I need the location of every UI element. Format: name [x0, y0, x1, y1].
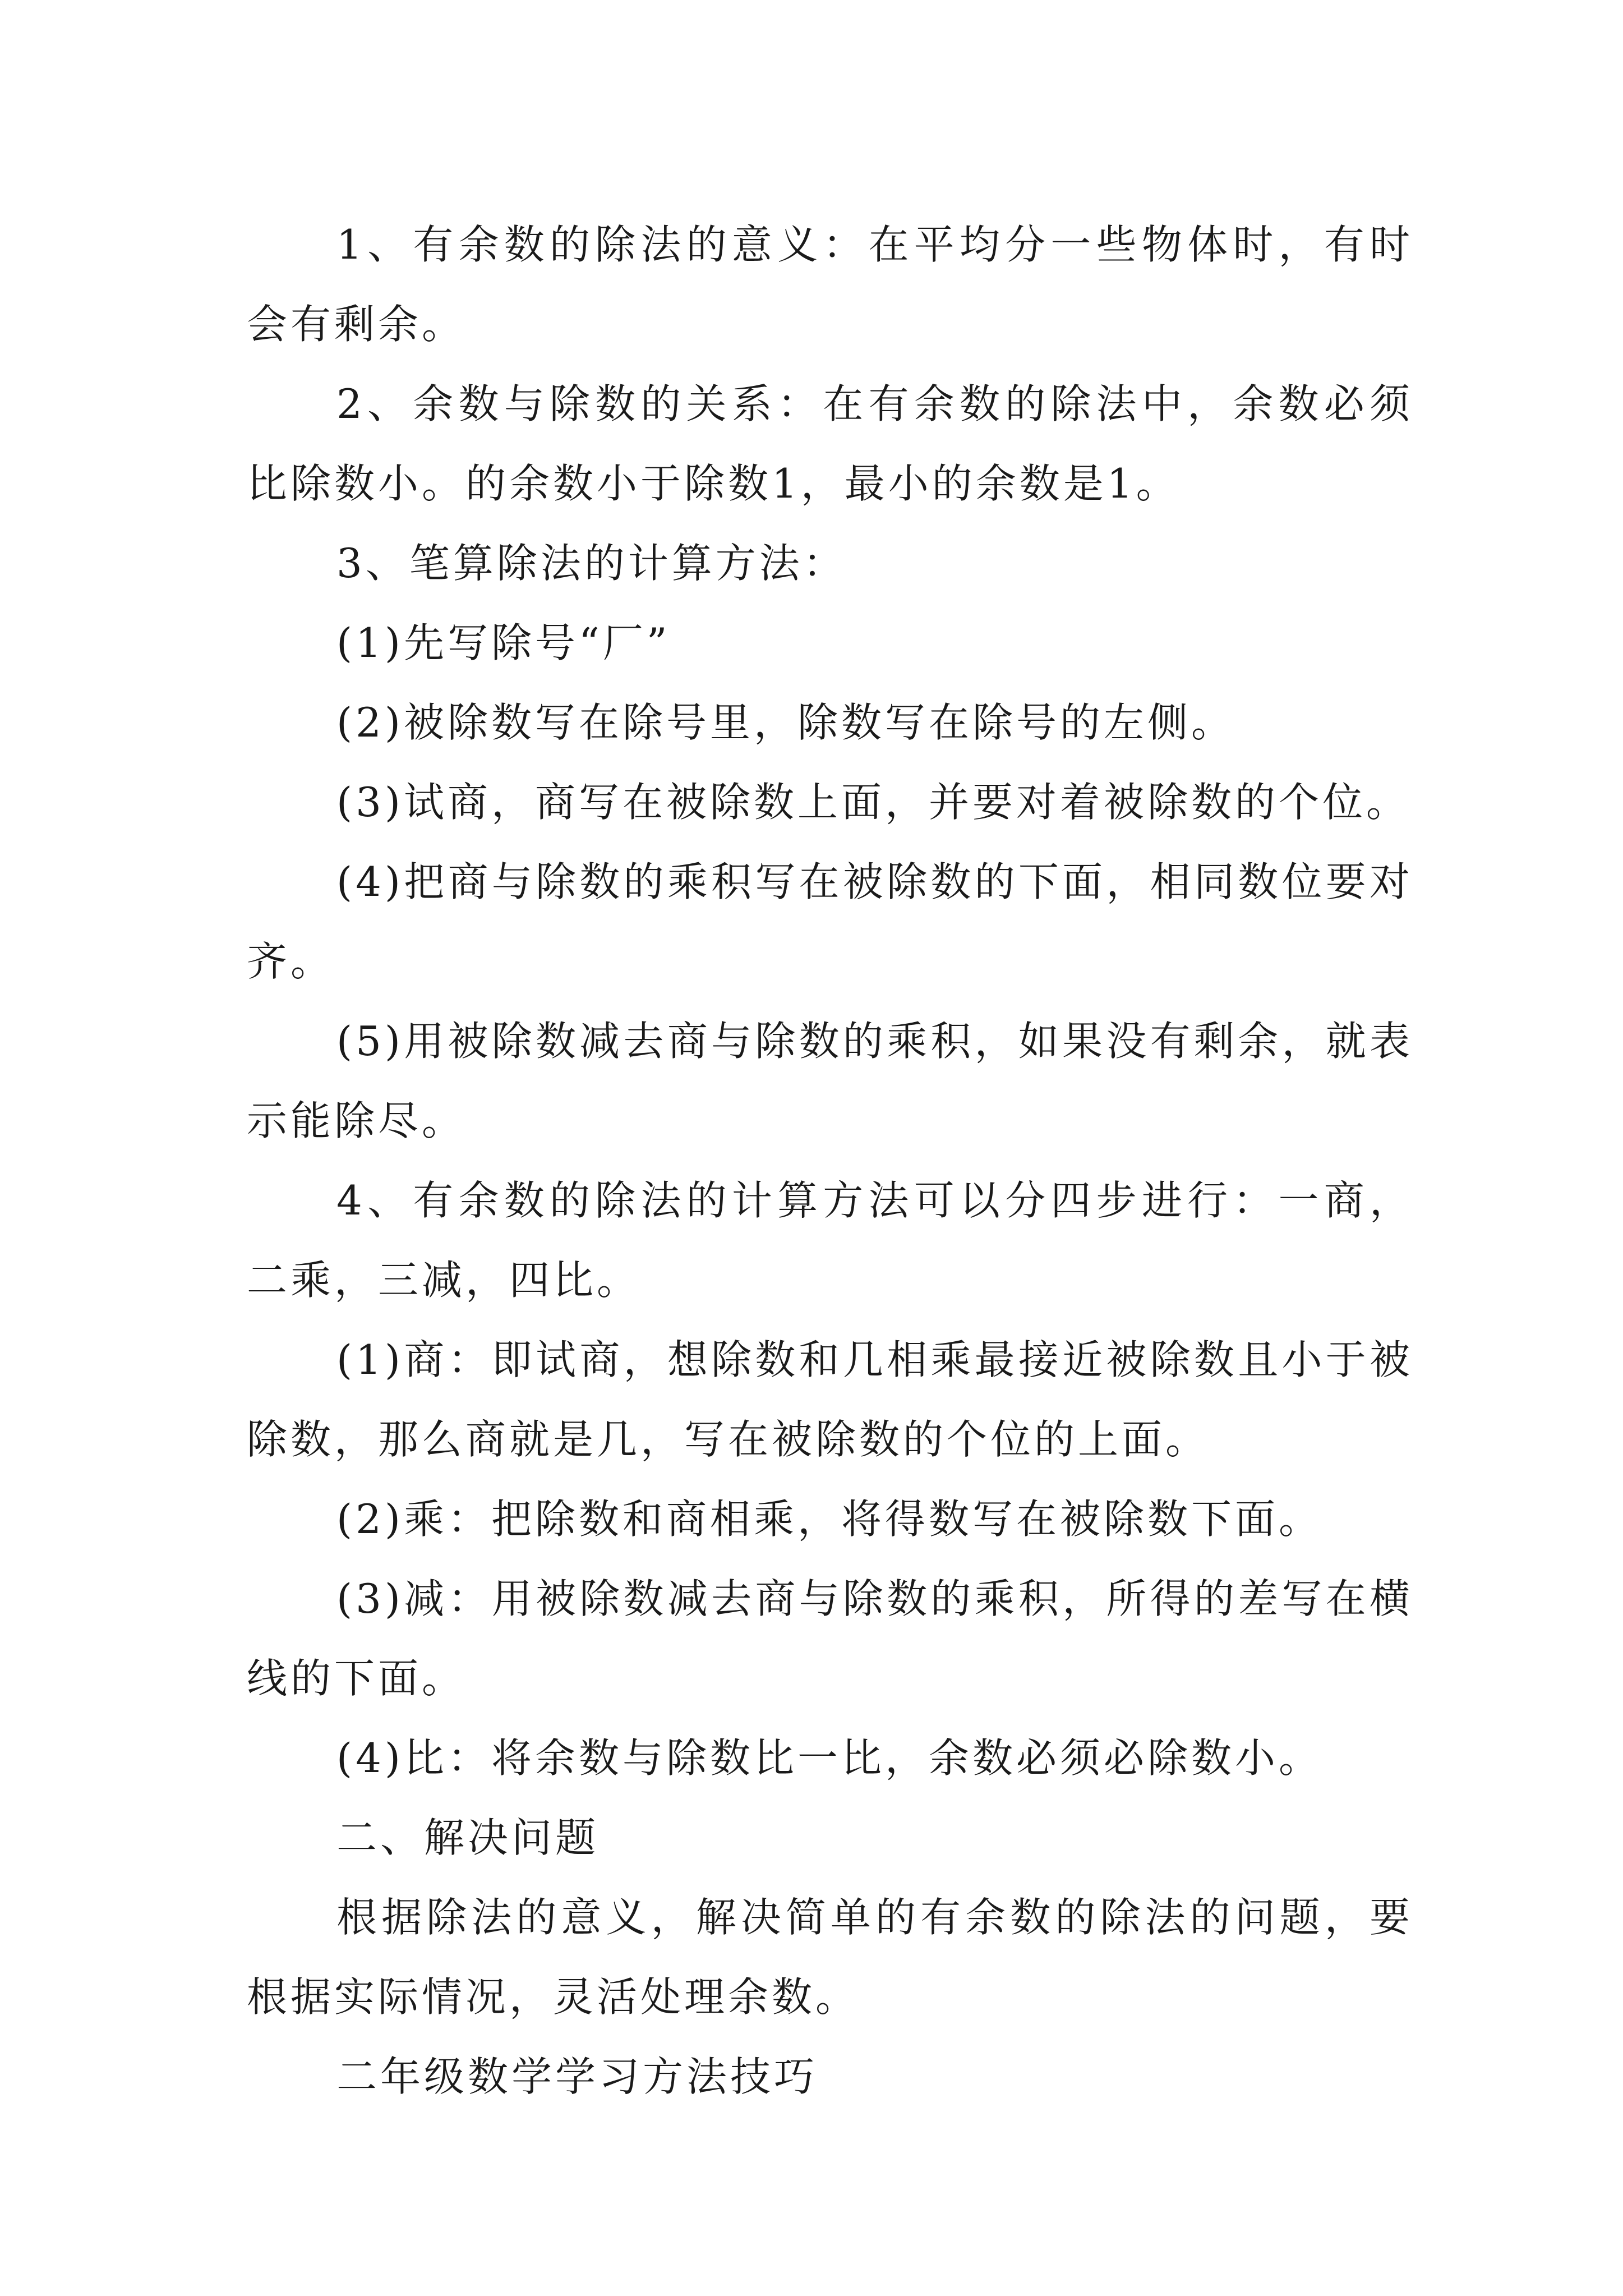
paragraph-problem-solving: 根据除法的意义，解决简单的有余数的除法的问题，要根据实际情况，灵活处理余数。: [247, 1894, 1413, 2021]
paragraph-step-1: (1)先写除号“厂”: [336, 619, 671, 666]
paragraph-step-4: (4)把商与除数的乘积写在被除数的下面，相同数位要对齐。: [247, 858, 1413, 985]
document-body: [247, 205, 1413, 2116]
paragraph-remainder-divisor-relation: 2、余数与除数的关系：在有余数的除法中，余数必须比除数小。的余数小于除数1，最小的余数是1。: [247, 380, 1413, 507]
paragraph-remainder-meaning: 1、有余数的除法的意义：在平均分一些物体时，有时会有剩余。: [247, 221, 1413, 348]
section-heading-problem-solving: 二、解决问题: [336, 1814, 600, 1861]
paragraph-step-5: (5)用被除数减去商与除数的乘积，如果没有剩余，就表示能除尽。: [247, 1018, 1413, 1144]
paragraph-four-step-method: 4、有余数的除法的计算方法可以分四步进行：一商，二乘，三减，四比。: [247, 1177, 1413, 1304]
paragraph-step-2: (2)被除数写在除号里，除数写在除号的左侧。: [336, 699, 1235, 746]
paragraph-compare-step: (4)比：将余数与除数比一比，余数必须必除数小。: [336, 1734, 1322, 1782]
paragraph-step-3: (3)试商，商写在被除数上面，并要对着被除数的个位。: [336, 779, 1410, 826]
paragraph-subtract-step: (3)减：用被除数减去商与除数的乘积，所得的差写在横线的下面。: [247, 1575, 1413, 1702]
paragraph-written-division-method: 3、笔算除法的计算方法：: [336, 540, 847, 587]
section-heading-study-tips: 二年级数学学习方法技巧: [336, 2053, 818, 2100]
paragraph-multiply-step: (2)乘：把除数和商相乘，将得数写在被除数下面。: [336, 1496, 1322, 1543]
paragraph-quotient-step: (1)商：即试商，想除数和几相乘最接近被除数且小于被除数，那么商就是几，写在被除数的个位的上面。: [247, 1336, 1413, 1463]
